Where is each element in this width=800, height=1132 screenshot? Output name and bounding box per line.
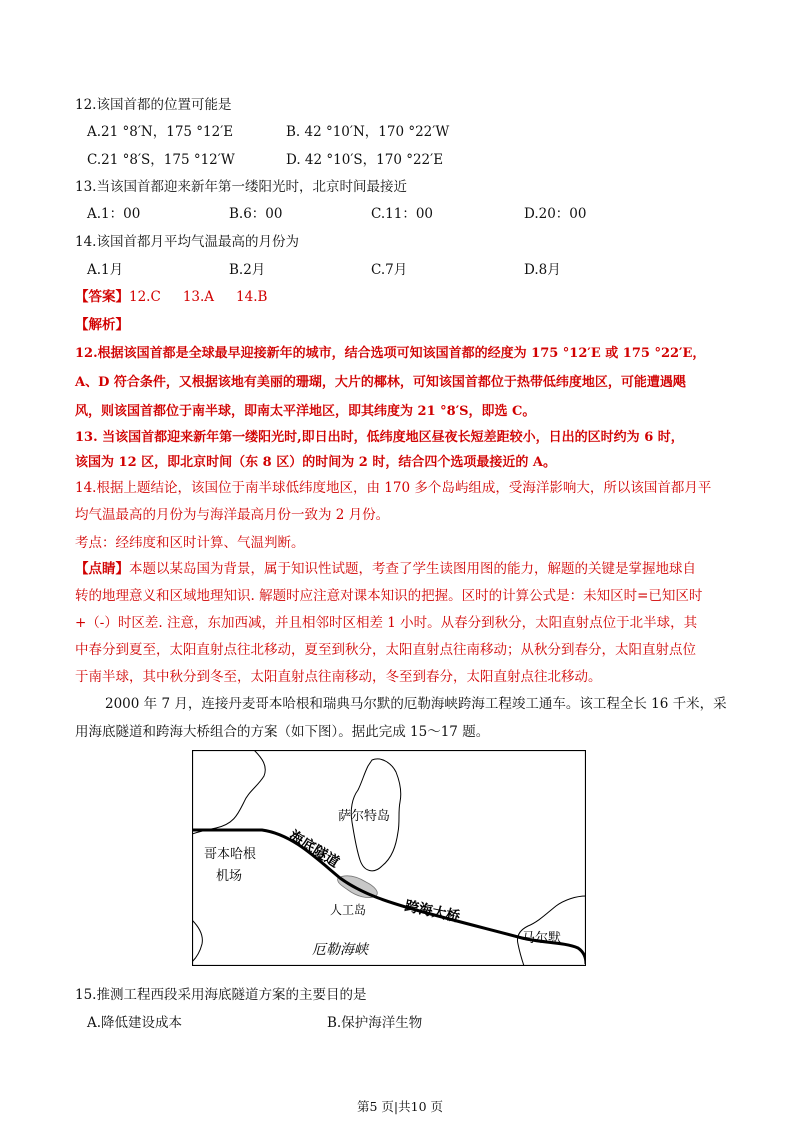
malmo-label: 马尔默 [522,931,562,946]
oresund-map [192,750,586,966]
answer-label: 【答案】 [75,289,129,305]
analysis-label: 【解析】 [75,317,129,333]
q12-stem: 12.该国首都的位置可能是 [75,97,232,113]
dianjing-line1 [75,560,696,578]
analysis-12-line1: 12.根据该国首都是全球最早迎接新年的城市，结合选项可知该国首都的经度为 175 °12′E 或 175 °22′E， [75,346,706,361]
dianjing-line5: 于南半球，其中秋分到冬至，太阳直射点往南移动，冬至到春分，太阳直射点往北移动。 [75,669,602,685]
analysis-13-line2: 该国为 12 区，即北京时间（东 8 区）的时间为 2 时，结合四个选项最接近的 A。 [75,455,556,470]
passage-line1: 2000 年 7 月，连接丹麦哥本哈根和瑞典马尔默的厄勒海峡跨海工程竣工通车。该工程全长 16 千米，采 [105,696,727,712]
q14-stem: 14.该国首都月平均气温最高的月份为 [75,234,299,250]
q12-option-b: B. 42 °10′N，170 °22′W [286,124,450,140]
answer-line [75,288,267,306]
analysis-12-line3: 风，则该国首都位于南半球，即南太平洋地区，即其纬度为 21 °8′S，即选 C。 [75,404,536,419]
q15-option-a: A.降低建设成本 [87,1015,183,1031]
analysis-13-line1: 13. 当该国首都迎来新年第一缕阳光时,即日出时，低纬度地区昼夜长短差距较小，日出的区时约为 6 时， [75,430,684,445]
analysis-14-line2: 均气温最高的月份为与海洋最高月份一致为 2 月份。 [75,507,390,523]
q13-option-d: D.20：00 [524,206,587,222]
q13-option-a: A.1：00 [87,206,141,222]
q15-option-b: B.保护海洋生物 [327,1015,423,1031]
q13-stem: 13.当该国首都迎来新年第一缕阳光时，北京时间最接近 [75,179,407,195]
airport-label-1: 哥本哈根 [204,847,257,862]
q13-option-c: C.11：00 [371,206,433,222]
q13-option-b: B.6：00 [229,206,283,222]
dianjing-line3: +（-）时区差. 注意，东加西减，并且相邻时区相差 1 小时。从春分到秋分，太阳直射点位于北半球，其 [75,615,698,631]
strait-label: 厄勒海峡 [312,942,368,958]
q12-option-c: C.21 °8′S，175 °12′W [87,152,235,168]
q14-option-d: D.8月 [524,262,561,278]
answer-12: 12.C [129,289,161,305]
dianjing-line4: 中春分到夏至，太阳直射点往北移动，夏至到秋分，太阳直射点往南移动；从秋分到春分，太阳直射点位 [75,642,696,658]
tunnel-label: 海底隧道 [285,827,342,872]
answer-14: 14.B [236,289,268,305]
bridge-label: 跨海大桥 [403,898,462,926]
q14-option-c: C.7月 [371,262,408,278]
q14-option-a: A.1月 [87,262,124,278]
artificial-island-label: 人工岛 [330,903,367,917]
q12-option-d: D. 42 °10′S，170 °22′E [286,152,444,168]
q14-option-b: B.2月 [229,262,266,278]
answer-13: 13.A [182,289,215,305]
dianjing-label: 【点睛】 [75,561,129,577]
dianjing-line2: 转的地理意义和区域地理知识. 解题时应注意对课本知识的把握。区时的计算公式是：未知区时=已知区时 [75,588,703,604]
saltholm-label: 萨尔特岛 [338,809,391,824]
q12-option-a: A.21 °8′N，175 °12′E [87,124,234,140]
analysis-14-line1: 14.根据上题结论，该国位于南半球低纬度地区，由 170 多个岛屿组成，受海洋影响大，所以该国首都月平 [75,480,712,496]
kaodian: 考点：经纬度和区时计算、气温判断。 [75,535,305,551]
analysis-12-line2: A、D 符合条件，又根据该地有美丽的珊瑚，大片的椰林，可知该国首都位于热带低纬度地区，可能遭遇飓 [75,375,686,390]
airport-label-2: 机场 [216,869,243,884]
passage-line2: 用海底隧道和跨海大桥组合的方案（如下图）。据此完成 15～17 题。 [75,724,490,740]
q15-stem: 15.推测工程西段采用海底隧道方案的主要目的是 [75,987,367,1003]
dianjing-text1: 本题以某岛国为背景，属于知识性试题，考查了学生读图用图的能力，解题的关键是掌握地球自 [129,561,696,577]
page-footer: 第5 页|共10 页 [356,1099,444,1114]
